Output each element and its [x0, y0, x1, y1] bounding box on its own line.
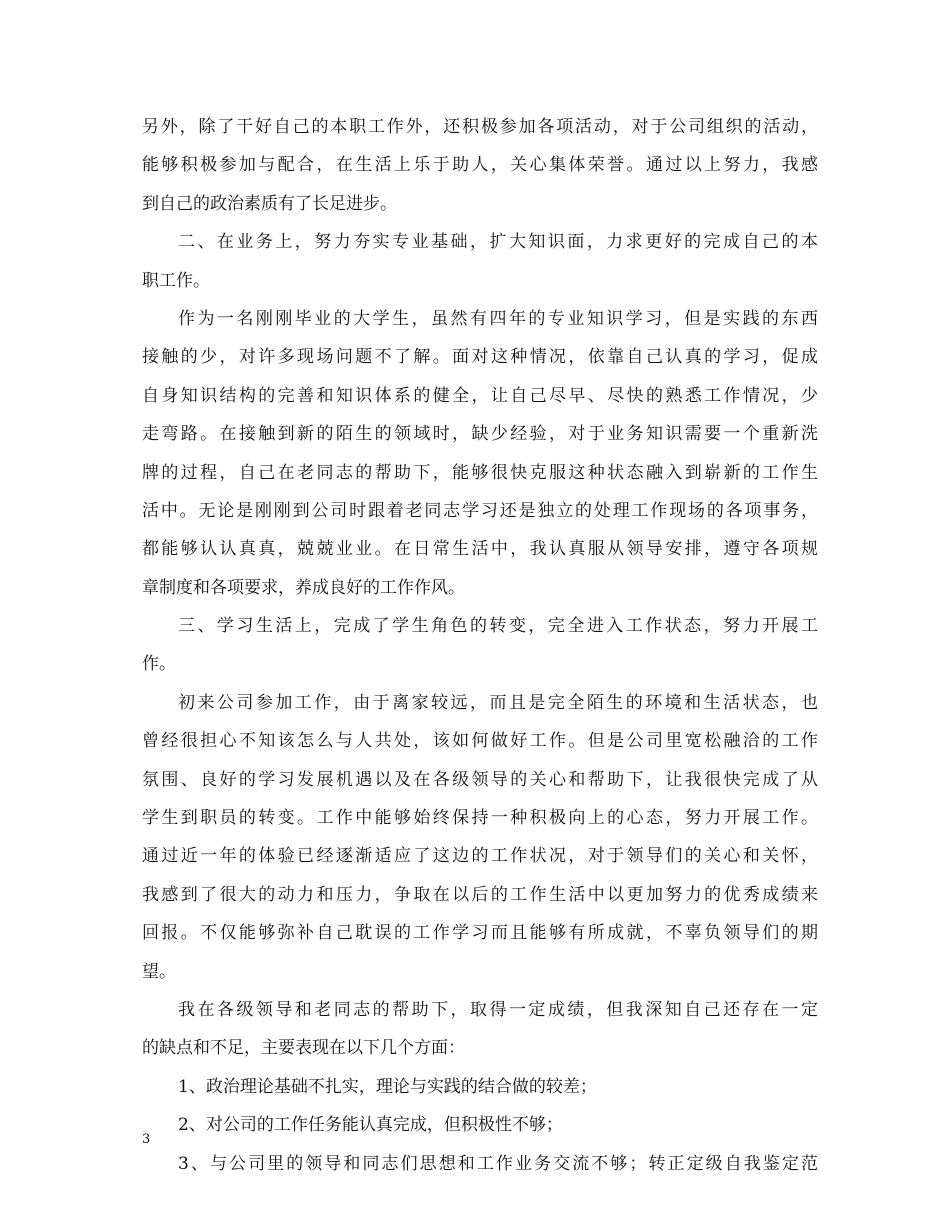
text-line: 章制度和各项要求，养成良好的工作作风。: [142, 577, 465, 598]
text-line: 初来公司参加工作，由于离家较远，而且是完全陌生的环境和生活状态，也: [178, 692, 818, 713]
text-line: 曾经很担心不知该怎么与人共处，该如何做好工作。但是公司里宽松融洽的工作: [142, 731, 818, 752]
text-line: 氛围、良好的学习发展机遇以及在各级领导的关心和帮助下，让我很快完成了从: [142, 769, 818, 790]
text-line: 作为一名刚刚毕业的大学生，虽然有四年的专业知识学习，但是实践的东西: [178, 308, 818, 329]
text-line: 望。: [142, 961, 176, 982]
text-line: 二、在业务上，努力夯实专业基础，扩大知识面，力求更好的完成自己的本: [178, 232, 818, 253]
text-line: 作。: [142, 654, 176, 675]
text-line: 1、政治理论基础不扎实，理论与实践的结合做的较差；: [178, 1076, 597, 1097]
text-line: 职工作。: [142, 270, 210, 291]
text-line: 到自己的政治素质有了长足进步。: [142, 193, 397, 214]
text-line: 学生到职员的转变。工作中能够始终保持一种积极向上的心态，努力开展工作。: [142, 808, 818, 829]
text-line: 三、学习生活上，完成了学生角色的转变，完全进入工作状态，努力开展工: [178, 616, 818, 637]
text-line: 接触的少，对许多现场问题不了解。面对这种情况，依靠自己认真的学习，促成: [142, 347, 818, 368]
text-line: 我在各级领导和老同志的帮助下，取得一定成绩，但我深知自己还存在一定: [178, 999, 818, 1020]
text-line: 我感到了很大的动力和压力，争取在以后的工作生活中以更加努力的优秀成绩来: [142, 884, 818, 905]
text-line: 能够积极参加与配合，在生活上乐于助人，关心集体荣誉。通过以上努力，我感: [142, 155, 818, 176]
text-line: 自身知识结构的完善和知识体系的健全，让自己尽早、尽快的熟悉工作情况，少: [142, 385, 818, 406]
text-line: 活中。无论是刚刚到公司时跟着老同志学习还是独立的处理工作现场的各项事务，: [142, 500, 818, 521]
text-line: 的缺点和不足，主要表现在以下几个方面：: [142, 1038, 465, 1059]
text-line: 走弯路。在接触到新的陌生的领域时，缺少经验，对于业务知识需要一个重新洗: [142, 424, 818, 445]
text-line: 都能够认认真真，兢兢业业。在日常生活中，我认真服从领导安排，遵守各项规: [142, 539, 818, 560]
text-line: 通过近一年的体验已经逐渐适应了这边的工作状况，对于领导们的关心和关怀，: [142, 846, 818, 867]
text-line: 回报。不仅能够弥补自己耽误的工作学习而且能够有所成就，不辜负领导们的期: [142, 923, 818, 944]
text-line: 牌的过程，自己在老同志的帮助下，能够很快克服这种状态融入到崭新的工作生: [142, 462, 818, 483]
body-text: [142, 108, 818, 1183]
text-line: 3、与公司里的领导和同志们思想和工作业务交流不够；转正定级自我鉴定范: [178, 1153, 818, 1174]
page-number: 3: [142, 1132, 151, 1147]
text-line: 2、对公司的工作任务能认真完成，但积极性不够；: [178, 1115, 563, 1136]
text-line: 另外，除了干好自己的本职工作外，还积极参加各项活动，对于公司组织的活动，: [142, 117, 818, 137]
